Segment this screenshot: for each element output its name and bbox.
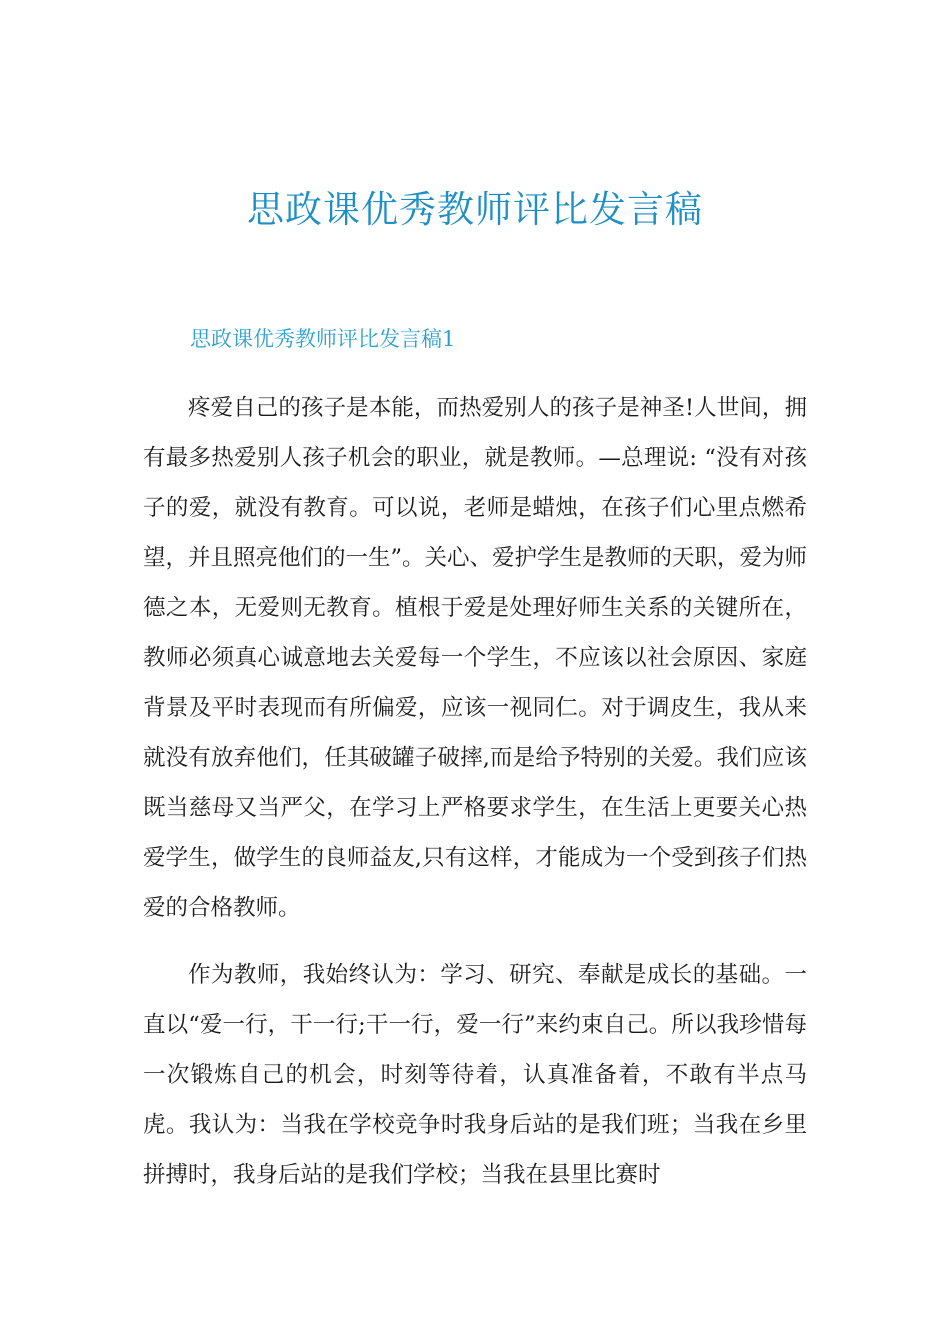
- body-paragraph-1: 疼爱自己的孩子是本能，而热爱别人的孩子是神圣!人世间，拥有最多热爱别人孩子机会的职业，就是教师。—总理说: “没有对孩子的爱，就没有教育。可以说，老师是蜡烛，在孩子们心里点燃希望，并且照亮他们的一生”。关心、爱护学生是教师的天职，爱为师德之本，无爱则无教育。植根于爱是处理好师生关系的关键所在，教师必须真心诚意地去关爱每一个学生，不应该以社会原因、家庭背景及平时表现而有所偏爱，应该一视同仁。对于调皮生，我从来就没有放弃他们，任其破罐子破摔,而是给予特别的关爱。我们应该既当慈母又当严父，在学习上严格要求学生，在生活上更要关心热爱学生，做学生的良师益友,只有这样，才能成为一个受到孩子们热爱的合格教师。: [143, 395, 808, 921]
- document-title: 思政课优秀教师评比发言稿: [247, 188, 703, 231]
- section-heading: 思政课优秀教师评比发言稿1: [190, 327, 456, 351]
- body-paragraph-2: 作为教师，我始终认为：学习、研究、奉献是成长的基础。一直以“爱一行，干一行;干一行，爱一行”来约束自己。所以我珍惜每一次锻炼自己的机会，时刻等待着，认真准备着，不敢有半点马虎。我认为：当我在学校竞争时我身后站的是我们班；当我在乡里拼搏时，我身后站的是我们学校；当我在县里比赛时: [143, 962, 807, 1188]
